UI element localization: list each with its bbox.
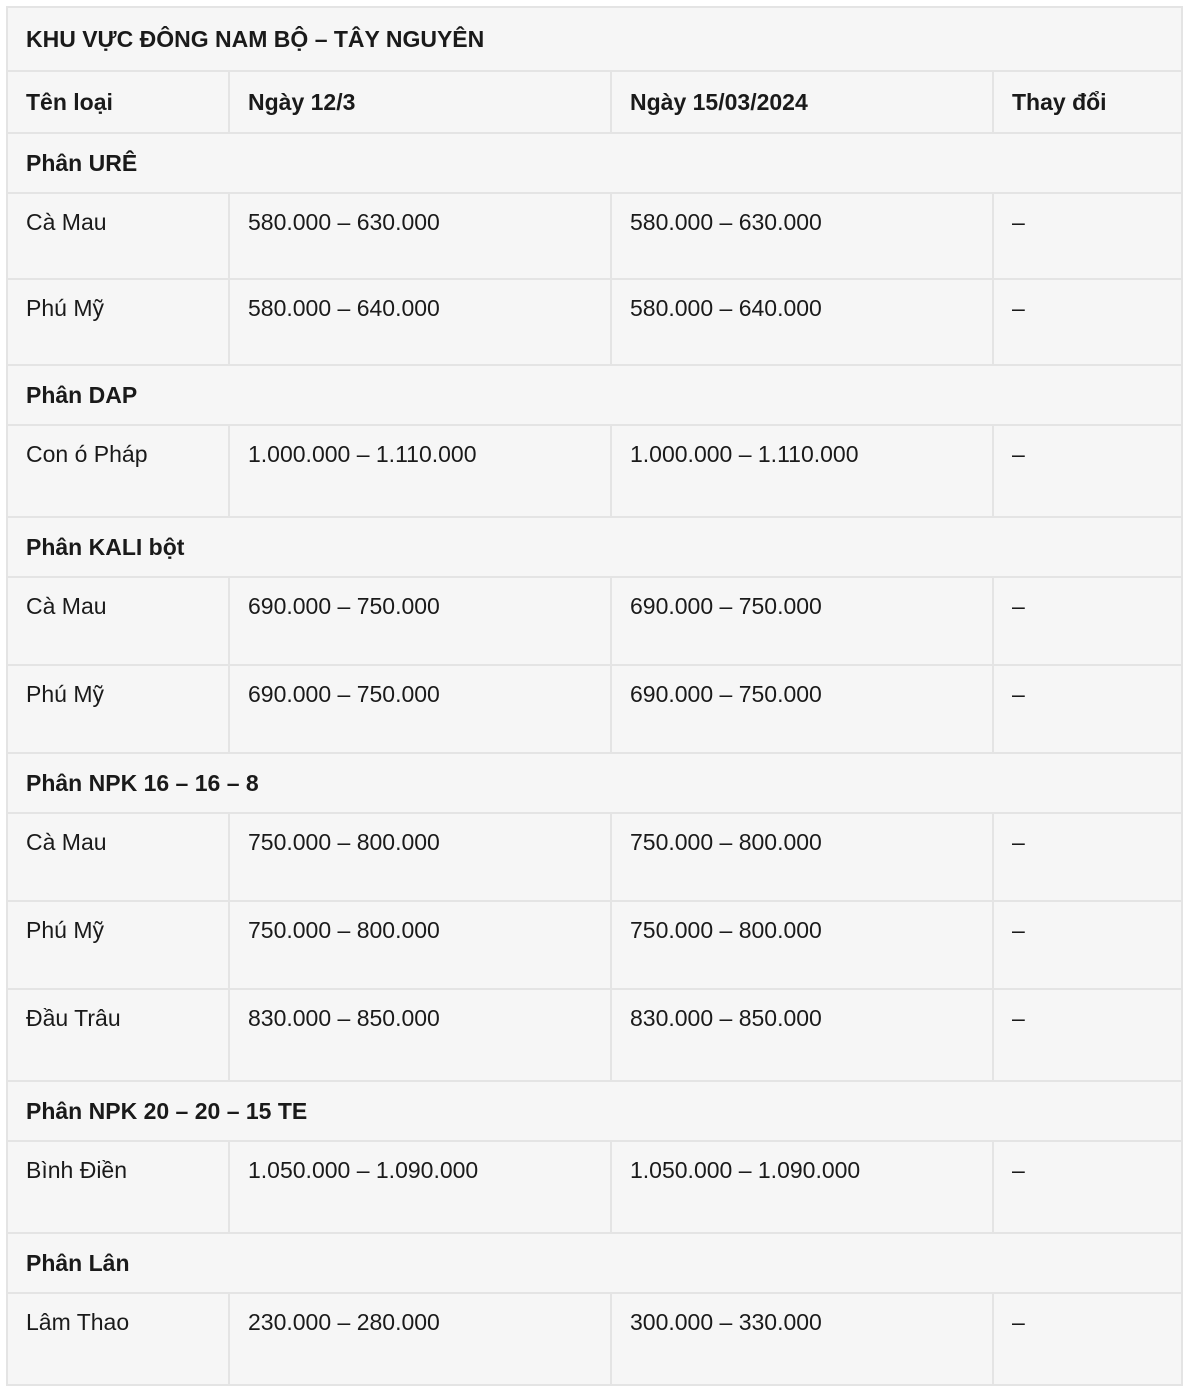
price-current-cell: 690.000 – 750.000	[611, 577, 993, 665]
price-table-container	[6, 6, 1181, 1386]
change-cell: –	[993, 1293, 1182, 1385]
product-name-cell: Cà Mau	[7, 813, 229, 901]
group-label: Phân NPK 16 – 16 – 8	[7, 753, 1182, 813]
group-row-dap	[7, 365, 1182, 425]
header-date-current: Ngày 15/03/2024	[611, 71, 993, 133]
group-row-npk-20-20-15-te	[7, 1081, 1182, 1141]
price-current-cell: 580.000 – 640.000	[611, 279, 993, 365]
table-row	[7, 193, 1182, 279]
price-previous-cell: 750.000 – 800.000	[229, 901, 611, 989]
price-previous-cell: 830.000 – 850.000	[229, 989, 611, 1081]
group-label: Phân URÊ	[7, 133, 1182, 193]
group-row-lan	[7, 1233, 1182, 1293]
table-row	[7, 577, 1182, 665]
product-name-cell: Con ó Pháp	[7, 425, 229, 517]
price-current-cell: 750.000 – 800.000	[611, 901, 993, 989]
price-previous-cell: 580.000 – 630.000	[229, 193, 611, 279]
price-previous-cell: 1.000.000 – 1.110.000	[229, 425, 611, 517]
product-name-cell: Cà Mau	[7, 577, 229, 665]
product-name-cell: Đầu Trâu	[7, 989, 229, 1081]
price-current-cell: 300.000 – 330.000	[611, 1293, 993, 1385]
price-previous-cell: 1.050.000 – 1.090.000	[229, 1141, 611, 1233]
change-cell: –	[993, 901, 1182, 989]
product-name-cell: Bình Điền	[7, 1141, 229, 1233]
header-product-name: Tên loại	[7, 71, 229, 133]
price-current-cell: 1.000.000 – 1.110.000	[611, 425, 993, 517]
change-cell: –	[993, 813, 1182, 901]
price-previous-cell: 580.000 – 640.000	[229, 279, 611, 365]
header-date-previous: Ngày 12/3	[229, 71, 611, 133]
table-row	[7, 425, 1182, 517]
change-cell: –	[993, 989, 1182, 1081]
product-name-cell: Phú Mỹ	[7, 665, 229, 753]
group-label: Phân Lân	[7, 1233, 1182, 1293]
price-previous-cell: 230.000 – 280.000	[229, 1293, 611, 1385]
product-name-cell: Cà Mau	[7, 193, 229, 279]
price-previous-cell: 750.000 – 800.000	[229, 813, 611, 901]
price-current-cell: 580.000 – 630.000	[611, 193, 993, 279]
table-row	[7, 665, 1182, 753]
header-change: Thay đổi	[993, 71, 1182, 133]
price-current-cell: 1.050.000 – 1.090.000	[611, 1141, 993, 1233]
group-row-kali	[7, 517, 1182, 577]
product-name-cell: Phú Mỹ	[7, 279, 229, 365]
table-title-row	[7, 7, 1182, 71]
group-row-urea	[7, 133, 1182, 193]
table-row	[7, 1293, 1182, 1385]
price-current-cell: 690.000 – 750.000	[611, 665, 993, 753]
price-previous-cell: 690.000 – 750.000	[229, 577, 611, 665]
change-cell: –	[993, 577, 1182, 665]
change-cell: –	[993, 665, 1182, 753]
table-row	[7, 813, 1182, 901]
table-title: KHU VỰC ĐÔNG NAM BỘ – TÂY NGUYÊN	[7, 7, 1182, 71]
fertilizer-price-table	[6, 6, 1183, 1386]
price-previous-cell: 690.000 – 750.000	[229, 665, 611, 753]
table-row	[7, 989, 1182, 1081]
price-current-cell: 830.000 – 850.000	[611, 989, 993, 1081]
table-header-row	[7, 71, 1182, 133]
table-row	[7, 1141, 1182, 1233]
change-cell: –	[993, 279, 1182, 365]
product-name-cell: Phú Mỹ	[7, 901, 229, 989]
change-cell: –	[993, 1141, 1182, 1233]
table-row	[7, 279, 1182, 365]
product-name-cell: Lâm Thao	[7, 1293, 229, 1385]
change-cell: –	[993, 193, 1182, 279]
group-label: Phân NPK 20 – 20 – 15 TE	[7, 1081, 1182, 1141]
group-label: Phân KALI bột	[7, 517, 1182, 577]
table-row	[7, 901, 1182, 989]
group-label: Phân DAP	[7, 365, 1182, 425]
group-row-npk-16-16-8	[7, 753, 1182, 813]
change-cell: –	[993, 425, 1182, 517]
price-current-cell: 750.000 – 800.000	[611, 813, 993, 901]
